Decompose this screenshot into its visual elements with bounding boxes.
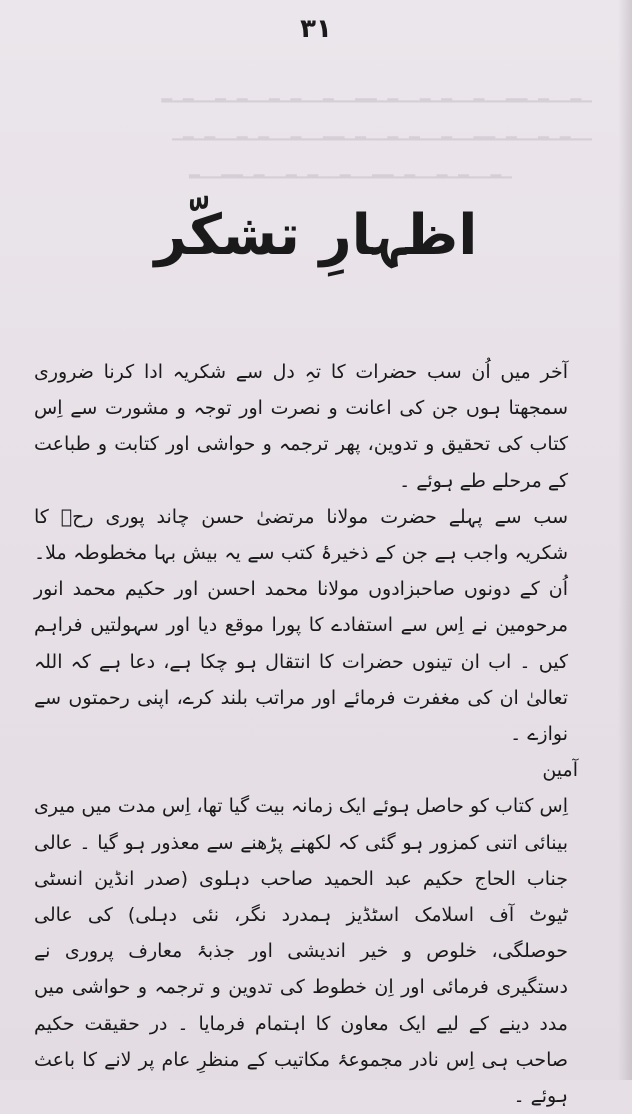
paragraph: آخر میں اُن سب حضرات کا تہِ دل سے شکریہ ادا کرنا ضروری سمجھتا ہوں جن کی اعانت و نصرت اور توجہ و مشورت سے اِس کتاب کی تحقیق و تدوین، پھر ترجمہ و حواشی اور کتابت و طباعت کے مرحلے طے ہوئے ۔	[34, 361, 568, 492]
body-text	[34, 354, 592, 1114]
paragraph: سب سے پہلے حضرت مولانا مرتضیٰ حسن چاند پوری رحؒ کا شکریہ واجب ہے جن کے ذخیرۂ کتب سے یہ بیش بہا مخطوطہ ملا۔ اُن کے دونوں صاحبزادوں مولانا محمد احسن اور حکیم محمد انور مرحومین نے اِس سے استفادے کا پورا موقع دیا اور سہولتیں فراہم کیں ۔ اب ان تینوں حضرات کا انتقال ہو چکا ہے، دعا ہے کہ اللہ تعالیٰ ان کی مغفرت فرمائے اور مراتب بلند کرے، اپنی رحمتوں سے نوازے ۔	[34, 505, 568, 746]
paragraph: اِس کتاب کو حاصل ہوئے ایک زمانہ بیت گیا تھا، اِس مدت میں میری بینائی اتنی کمزور ہو گئی کہ لکھنے پڑھنے سے معذور ہو گیا ۔ عالی جناب الحاج حکیم عبد الحمید صاحب دہلوی (صدر انڈین انسٹی ٹیوٹ آف اسلامک اسٹڈیز ہمدرد نگر، نئی دہلی) کی عالی حوصلگی، خلوص و خیر اندیشی اور جذبۂ معارف پروری نے دستگیری فرمائی اور اِن خطوط کی تدوین و ترجمہ و حواشی میں مدد دینے کے لیے ایک معاون کا اہتمام فرمایا ۔ در حقیقت حکیم صاحب ہی اِس نادر مجموعۂ مکاتیب کے منظرِ عام پر لانے کا باعث ہوئے ۔	[34, 795, 568, 1108]
show-through-texture: ▁▁▂▁▂▁▁▂▁▂▂▁▁▂▁▁▂▁▂▁▁▂▁▂▂▁▁▂▁▁▂▁▂▁▁▂▁▂▁	[172, 125, 592, 141]
show-through-texture: ▁▂▁▁▂▁▂▂▁▁▂▁▁▂▁▂▁▁▂▁▂▂▁▁▂▁▁▂▁▂▁▁▂▁▂▁▁▂▁▂	[161, 87, 592, 103]
ameen-line: آمین	[542, 759, 578, 782]
show-through-texture: ▁▂▁▁▂▁▂▁▁▂▁▂▂▁▁▂▁▁▂▁▂▁▁▂▁▂▂▁▁▂	[189, 163, 512, 179]
page-number: ۳۱	[300, 14, 332, 44]
section-heading: اظہارِ تشکّر	[154, 203, 478, 268]
